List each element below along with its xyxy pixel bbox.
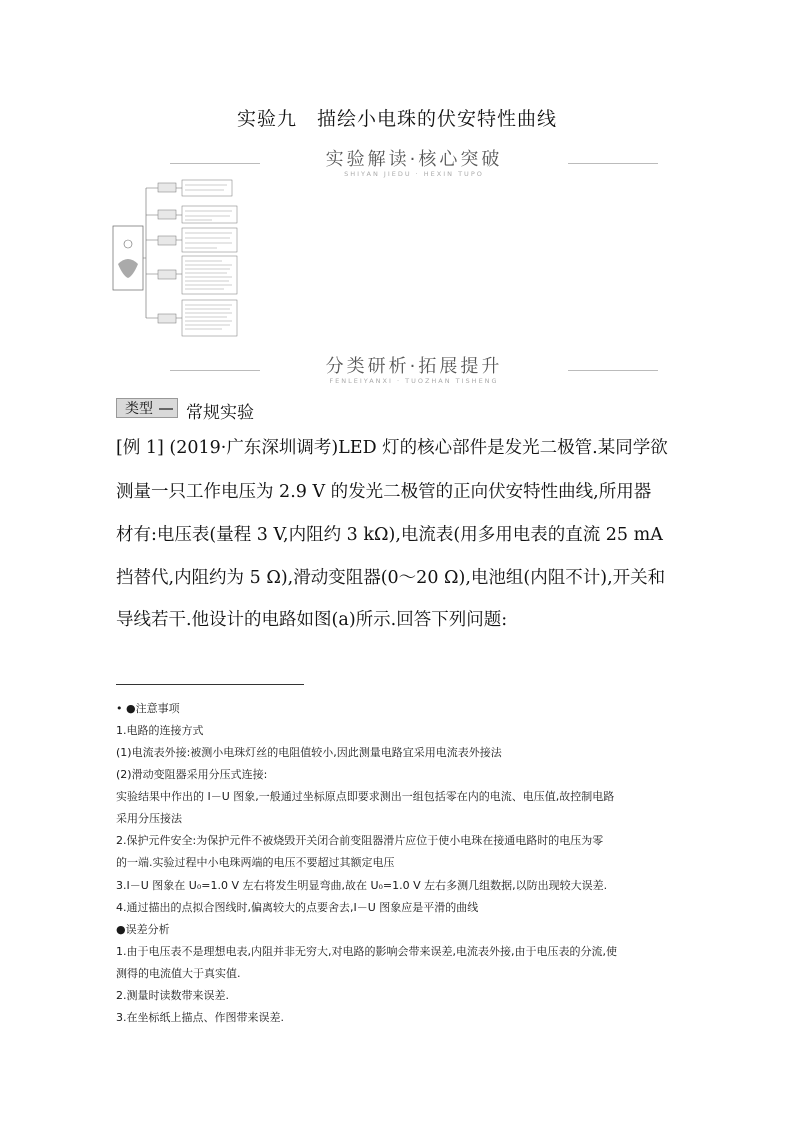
note-line: 采用分压接法 — [116, 812, 182, 825]
example-line-3: 材有:电压表(量程 3 V,内阻约 3 kΩ),电流表(用多用电表的直流 25 mA — [116, 525, 663, 545]
note-line: (1)电流表外接:被测小电珠灯丝的电阻值较小,因此测量电路宜采用电流表外接法 — [116, 746, 502, 759]
type-badge: 类型 — [116, 398, 178, 418]
note-line: 1.由于电压表不是理想电表,内阻并非无穷大,对电路的影响会带来误差,电流表外接,由于电压表的分流,使 — [116, 945, 617, 958]
banner-title: 分类研析·拓展提升 — [325, 356, 503, 377]
note-line: ●误差分析 — [116, 923, 170, 936]
note-line: 实验结果中作出的 I－U 图象,一般通过坐标原点即要求测出一组包括零在内的电流、电压值,故控制电路 — [116, 790, 615, 803]
page-title: 实验九 描绘小电珠的伏安特性曲线 — [236, 108, 557, 130]
note-line: 2.测量时读数带来误差. — [116, 989, 229, 1002]
type-label: 常规实验 — [186, 403, 254, 423]
banner-pinyin: SHIYAN JIEDU · HEXIN TUPO — [344, 170, 484, 178]
mind-map-diagram — [112, 178, 247, 338]
note-line: 2.保护元件安全:为保护元件不被烧毁开关闭合前变阻器滑片应位于使小电珠在接通电路时的电压为零 — [116, 834, 604, 847]
banner-title: 实验解读·核心突破 — [325, 149, 503, 170]
footnote-rule — [116, 684, 304, 685]
section-banner-analysis — [170, 352, 658, 385]
note-line: 1.电路的连接方式 — [116, 724, 204, 737]
banner-pinyin: FENLEIYANXI · TUOZHAN TISHENG — [329, 377, 499, 385]
note-line: 3.在坐标纸上描点、作图带来误差. — [116, 1011, 284, 1024]
note-line: (2)滑动变阻器采用分压式连接: — [116, 768, 268, 781]
section-banner-interpretation — [170, 145, 658, 178]
note-line: 的一端.实验过程中小电珠两端的电压不要超过其额定电压 — [116, 856, 395, 869]
note-line: 4.通过描出的点拟合图线时,偏离较大的点要舍去,I－U 图象应是平滑的曲线 — [116, 901, 479, 914]
note-line: 3.I－U 图象在 U₀=1.0 V 左右将发生明显弯曲,故在 U₀=1.0 V 左右多测几组数据,以防出现较大误差. — [116, 879, 608, 892]
example-line-2: 测量一只工作电压为 2.9 V 的发光二极管的正向伏安特性曲线,所用器 — [116, 482, 652, 502]
example-line-1: [例 1] (2019·广东深圳调考)LED 灯的核心部件是发光二极管.某同学欲 — [116, 438, 668, 458]
example-line-5: 导线若干.他设计的电路如图(a)所示.回答下列问题: — [116, 610, 508, 630]
note-line: • ●注意事项 — [116, 702, 180, 715]
note-line: 测得的电流值大于真实值. — [116, 967, 241, 980]
example-line-4: 挡替代,内阻约为 5 Ω),滑动变阻器(0～20 Ω),电池组(内阻不计),开关和 — [116, 568, 666, 588]
